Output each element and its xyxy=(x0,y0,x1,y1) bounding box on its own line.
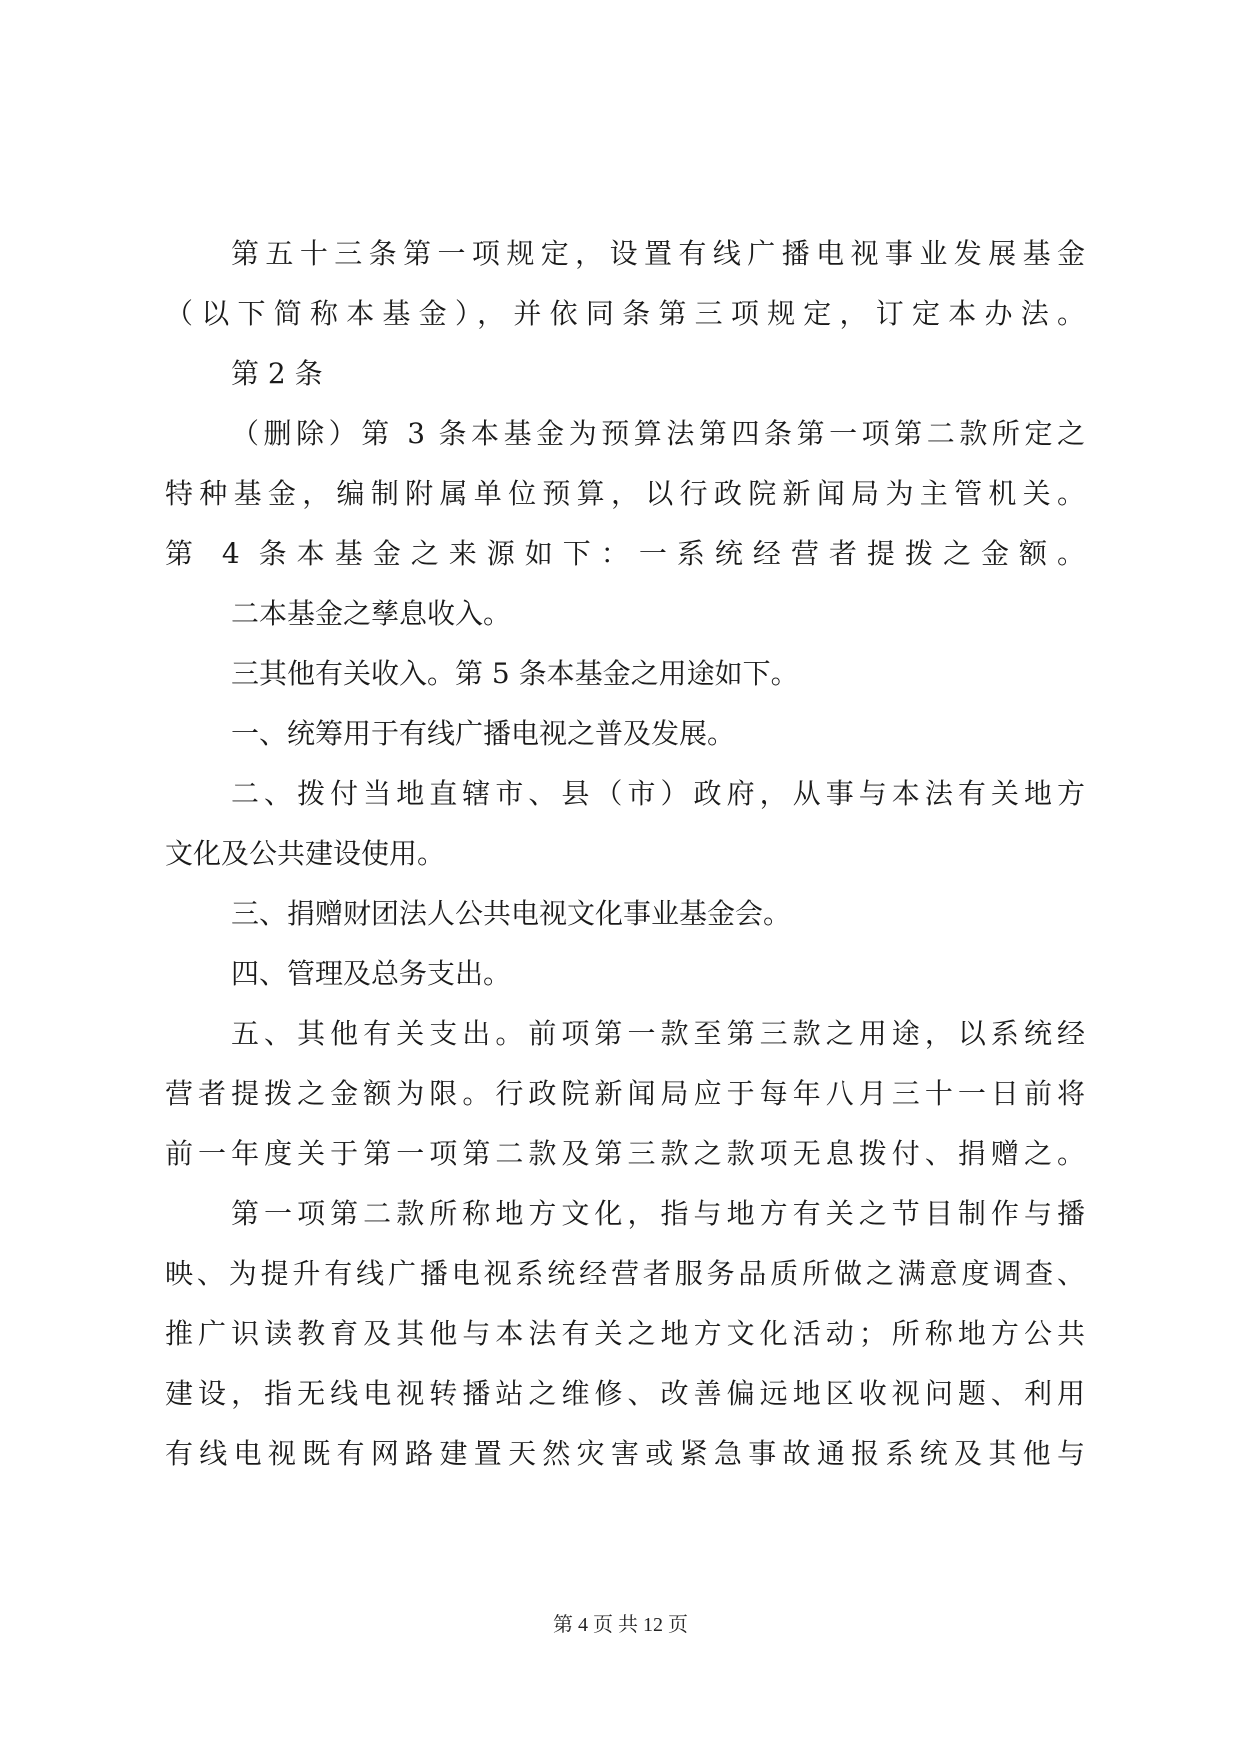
text-line: 特种基金，编制附属单位预算，以行政院新闻局为主管机关。 xyxy=(165,477,1085,510)
text-line: 二本基金之孳息收入。 xyxy=(231,597,512,630)
text-line: 三其他有关收入。第 5 条本基金之用途如下。 xyxy=(231,657,799,690)
text-line: 五、其他有关支出。前项第一款至第三款之用途，以系统经 xyxy=(231,1017,1085,1050)
text-line: 建设，指无线电视转播站之维修、改善偏远地区收视问题、利用 xyxy=(165,1377,1085,1410)
text-line: （删除）第 3 条本基金为预算法第四条第一项第二款所定之 xyxy=(231,417,1085,450)
text-line: 映、为提升有线广播电视系统经营者服务品质所做之满意度调查、 xyxy=(165,1257,1085,1290)
text-line: 第五十三条第一项规定，设置有线广播电视事业发展基金 xyxy=(231,237,1085,270)
text-line: （以下简称本基金），并依同条第三项规定，订定本办法。 xyxy=(165,297,1085,330)
text-line: 四、管理及总务支出。 xyxy=(231,957,512,990)
text-line: 第一项第二款所称地方文化，指与地方有关之节目制作与播 xyxy=(231,1197,1085,1230)
text-line: 二、拨付当地直辖市、县（市）政府，从事与本法有关地方 xyxy=(231,777,1085,810)
text-line: 有线电视既有网路建置天然灾害或紧急事故通报系统及其他与 xyxy=(165,1437,1085,1470)
text-line: 第 4 条本基金之来源如下：一系统经营者提拨之金额。 xyxy=(165,537,1085,570)
document-body xyxy=(165,224,1085,1484)
text-line: 推广识读教育及其他与本法有关之地方文化活动；所称地方公共 xyxy=(165,1317,1085,1350)
page-number-footer: 第 4 页 共 12 页 xyxy=(553,1614,688,1636)
text-line: 文化及公共建设使用。 xyxy=(165,837,446,870)
text-line: 营者提拨之金额为限。行政院新闻局应于每年八月三十一日前将 xyxy=(165,1077,1085,1110)
text-line: 第 2 条 xyxy=(231,357,323,390)
text-line: 前一年度关于第一项第二款及第三款之款项无息拨付、捐赠之。 xyxy=(165,1137,1085,1170)
text-line: 三、捐赠财团法人公共电视文化事业基金会。 xyxy=(231,897,792,930)
text-line: 一、统筹用于有线广播电视之普及发展。 xyxy=(231,717,736,750)
